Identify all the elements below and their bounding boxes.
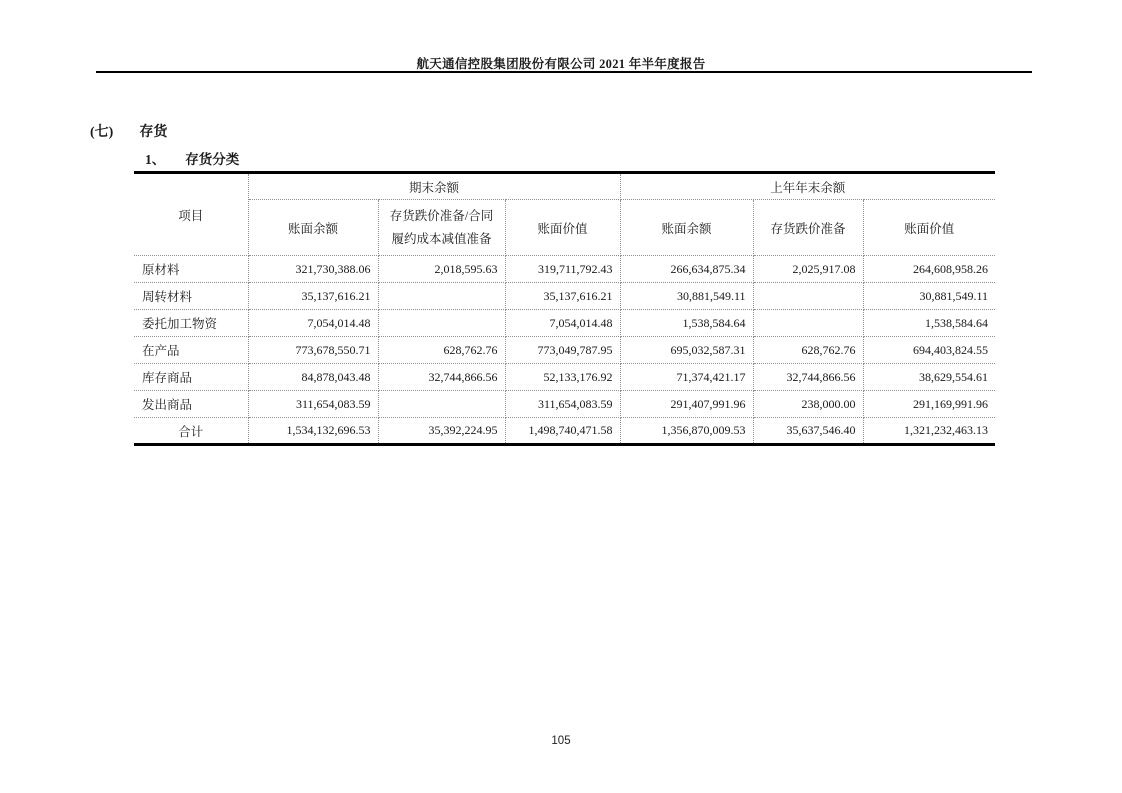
column-header-book-balance-end: 账面余额 — [248, 200, 378, 256]
value-cell: 2,025,917.08 — [753, 256, 863, 283]
value-cell: 7,054,014.48 — [248, 310, 378, 337]
value-cell — [378, 283, 505, 310]
column-header-item: 项目 — [134, 173, 248, 256]
total-value-cell: 1,356,870,009.53 — [620, 418, 753, 445]
value-cell: 311,654,083.59 — [248, 391, 378, 418]
group-header-period-end: 期末余额 — [248, 173, 620, 200]
item-cell: 原材料 — [134, 256, 248, 283]
section-heading — [90, 121, 167, 141]
subsection-title: 存货分类 — [185, 152, 240, 167]
total-value-cell: 35,392,224.95 — [378, 418, 505, 445]
subsection-heading — [145, 148, 239, 168]
column-header-book-balance-prior: 账面余额 — [620, 200, 753, 256]
value-cell: 321,730,388.06 — [248, 256, 378, 283]
table-group-header-row — [134, 173, 995, 200]
value-cell: 291,169,991.96 — [863, 391, 995, 418]
value-cell: 30,881,549.11 — [863, 283, 995, 310]
column-header-provision-prior: 存货跌价准备 — [753, 200, 863, 256]
value-cell: 7,054,014.48 — [505, 310, 620, 337]
value-cell: 30,881,549.11 — [620, 283, 753, 310]
value-cell: 319,711,792.43 — [505, 256, 620, 283]
value-cell: 628,762.76 — [378, 337, 505, 364]
value-cell: 84,878,043.48 — [248, 364, 378, 391]
table-row — [134, 310, 995, 337]
total-label-cell: 合计 — [134, 418, 248, 445]
section-title: 存货 — [139, 125, 168, 140]
group-header-prior-year-end: 上年年末余额 — [620, 173, 995, 200]
column-header-provision-end: 存货跌价准备/合同履约成本减值准备 — [378, 200, 505, 256]
value-cell: 71,374,421.17 — [620, 364, 753, 391]
value-cell: 2,018,595.63 — [378, 256, 505, 283]
inventory-table — [134, 171, 995, 446]
value-cell: 38,629,554.61 — [863, 364, 995, 391]
value-cell: 264,608,958.26 — [863, 256, 995, 283]
item-cell: 周转材料 — [134, 283, 248, 310]
column-header-book-value-end: 账面价值 — [505, 200, 620, 256]
item-cell: 委托加工物资 — [134, 310, 248, 337]
value-cell: 773,049,787.95 — [505, 337, 620, 364]
total-value-cell: 1,321,232,463.13 — [863, 418, 995, 445]
item-cell: 发出商品 — [134, 391, 248, 418]
header-rule — [96, 71, 1032, 73]
page-number: 105 — [551, 735, 571, 747]
value-cell: 1,538,584.64 — [620, 310, 753, 337]
value-cell: 266,634,875.34 — [620, 256, 753, 283]
value-cell: 32,744,866.56 — [378, 364, 505, 391]
table-row — [134, 256, 995, 283]
total-value-cell: 1,498,740,471.58 — [505, 418, 620, 445]
value-cell: 695,032,587.31 — [620, 337, 753, 364]
value-cell — [753, 283, 863, 310]
value-cell: 32,744,866.56 — [753, 364, 863, 391]
value-cell: 311,654,083.59 — [505, 391, 620, 418]
table-subheader-row — [134, 200, 995, 256]
value-cell: 291,407,991.96 — [620, 391, 753, 418]
item-cell: 在产品 — [134, 337, 248, 364]
table-row — [134, 391, 995, 418]
column-header-book-value-prior: 账面价值 — [863, 200, 995, 256]
value-cell: 773,678,550.71 — [248, 337, 378, 364]
value-cell: 35,137,616.21 — [505, 283, 620, 310]
value-cell: 628,762.76 — [753, 337, 863, 364]
total-value-cell: 35,637,546.40 — [753, 418, 863, 445]
report-title: 航天通信控股集团股份有限公司 2021 年半年度报告 — [416, 57, 706, 71]
total-value-cell: 1,534,132,696.53 — [248, 418, 378, 445]
value-cell — [378, 310, 505, 337]
table-total-row — [134, 418, 995, 445]
item-cell: 库存商品 — [134, 364, 248, 391]
value-cell: 238,000.00 — [753, 391, 863, 418]
table-row — [134, 337, 995, 364]
value-cell — [753, 310, 863, 337]
value-cell: 52,133,176.92 — [505, 364, 620, 391]
value-cell: 35,137,616.21 — [248, 283, 378, 310]
table-row — [134, 283, 995, 310]
table-row — [134, 364, 995, 391]
value-cell: 1,538,584.64 — [863, 310, 995, 337]
value-cell: 694,403,824.55 — [863, 337, 995, 364]
subsection-number: 1、 — [145, 152, 166, 167]
section-number: (七) — [90, 125, 114, 140]
value-cell — [378, 391, 505, 418]
